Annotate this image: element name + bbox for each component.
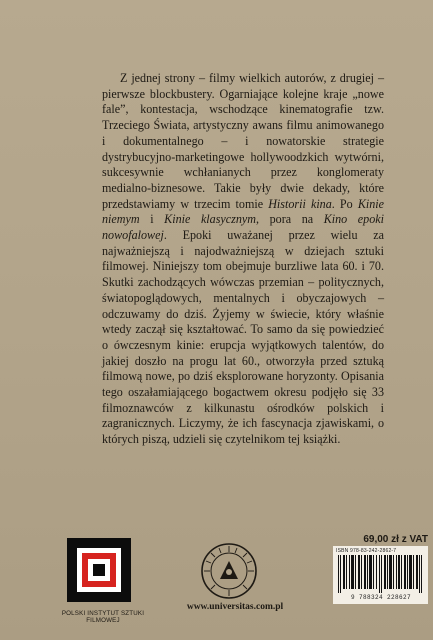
barcode-icon: [333, 546, 428, 604]
blurb-text-5: . Epoki uważanej przez wielu za najważniejszą i najodważniejszą w dziejach sztuki filmowej. Niniejszy tom obejmuje burzliwe lata 60. i 70. Skutki zachodzących wówczas przemian – politycznych, światopoglądowych, mentalnych i obyczajowych – odczuwamy do dziś. Żyjemy w świecie, który właśnie wtedy zaczął się kształtować. To samo da się powiedzieć o ówczesnym kinie: erupcja wyjątkowych talentów, do jakiej doszło na progu lat 60., otworzyła przed sztuką filmową nowe, po dziś eksplorowane horyzonty. Opisania tego oszałamiającego bogactwem okresu podjęło się 33 filmoznawców z kilkunastu ośrodków polskich i zagranicznych. Liczymy, że ich fascynacja zjawiskami, o których piszą, udzieli się czytelnikom tej książki.: [102, 228, 384, 447]
blurb-text-1: Z jednej strony – filmy wielkich autorów, z drugiej – pierwsze blockbustery. Ogarniające kolejne kraje „nowe fale”, kontestacja, wschodzące kinematografie tzw. Trzeciego Świata, artystyczny awans filmu animowanego i dokumentalnego – i nowatorskie strategie dystrybucyjno-marketingowe hollywoodzkich wytwórni, sukcesywnie wchłanianych przez konglomeraty medialno-biznesowe. Takie były dwie dekady, które przedstawiamy w trzecim tomie: [102, 71, 384, 211]
isbn-text: ISBN 978-83-242-2862-7: [336, 548, 397, 554]
cover-blurb: [102, 71, 384, 448]
blurb-paragraph: [102, 71, 384, 448]
publisher-url: www.universitas.com.pl: [186, 602, 284, 612]
blurb-text-3: i: [139, 212, 165, 227]
title-kino-nowofalowe: Kino epoki nowofalowej: [102, 212, 384, 243]
title-kino-klasyczne: Kinie klasycznym: [164, 212, 257, 227]
barcode-digits: 9 788324 228627: [350, 594, 411, 601]
blurb-text-4: , pora na: [256, 212, 324, 227]
barcode-bars: [338, 555, 423, 593]
pisf-logo-icon: [67, 538, 131, 602]
title-kino-nieme: Kinie niemym: [102, 196, 385, 227]
universitas-seal-icon: [200, 542, 258, 600]
blurb-text-2: . Po: [331, 196, 358, 211]
title-historia-kina: Historii kina: [268, 196, 332, 211]
pisf-label: POLSKI INSTYTUT SZTUKI FILMOWEJ: [61, 610, 145, 624]
price-label: 69,00 zł z VAT: [363, 534, 428, 545]
